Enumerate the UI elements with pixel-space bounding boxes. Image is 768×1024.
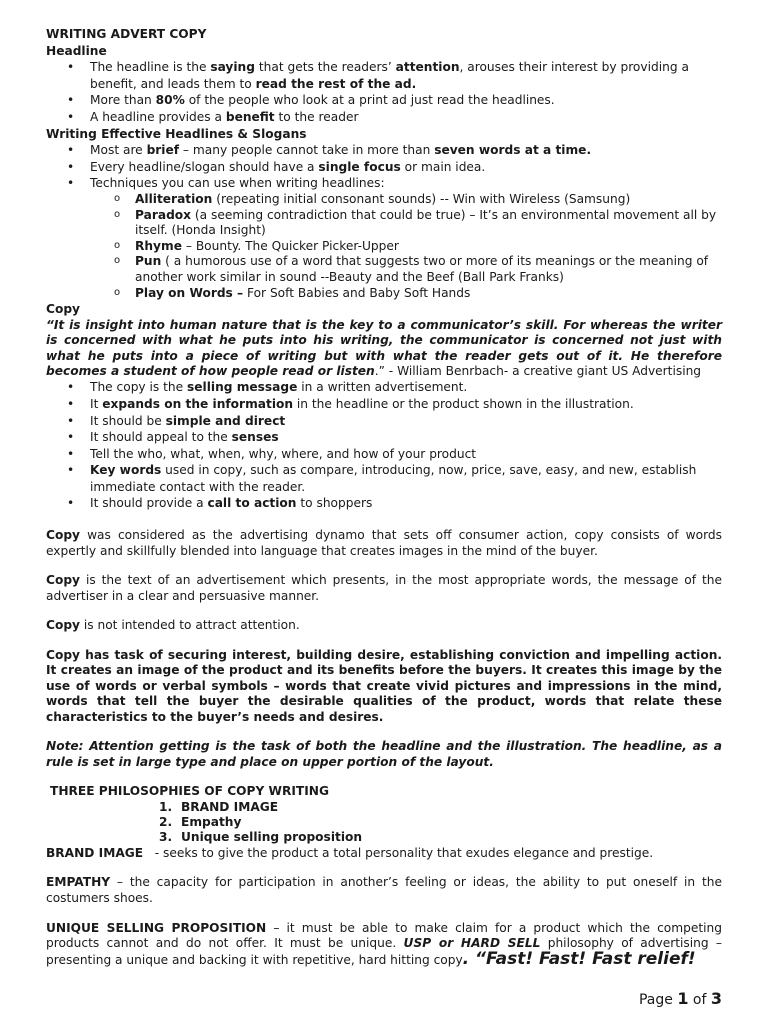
usp-definition: UNIQUE SELLING PROPOSITION – it must be able to make claim for a product which the competing products cannot and do not offer. It must be unique. USP or HARD SELL philosophy of advertising – presenting a unique and backing it with repetitive, hard hitting copy. “Fast! Fast! Fast relief! [46,920,722,969]
empathy-definition: EMPATHY – the capacity for participation in another’s feeling or ideas, the ability to put oneself in the costumers shoes. [46,875,722,906]
copy-bullet-5: • Tell the who, what, when, why, where, and how of your product [46,446,722,463]
headline-bullet-3: • A headline provides a benefit to the reader [46,109,722,126]
philosophies-title: THREE PHILOSOPHIES OF COPY WRITING [50,784,329,799]
headline-bullet-1: • The headline is the saying that gets the readers’ attention, arouses their interest by providing a benefit, and leads them to read the rest of the ad. [46,59,722,92]
technique-item: o Pun ( a humorous use of a word that suggests two or more of its meanings or the meaning of another work similar in sound --Beauty and the Beef (Ball Park Franks) [46,254,722,285]
copy-bullet-4: • It should appeal to the senses [46,429,722,446]
copy-heading: Copy [46,302,80,317]
page-number: Page 1 of 3 [638,989,722,1008]
philosophy-item: 1. BRAND IMAGE [159,799,279,814]
effective-bullet-2: • Every headline/slogan should have a single focus or main idea. [46,159,722,176]
doc-title: WRITING ADVERT COPY [46,27,207,41]
headline-bullet-2: • More than 80% of the people who look at a print ad just read the headlines. [46,92,722,109]
copy-bullet-2: • It expands on the information in the headline or the product shown in the illustration. [46,396,722,413]
copy-bullet-6: • Key words used in copy, such as compare, introducing, now, price, save, easy, and new, establish immediate contact with the reader. [46,462,722,495]
copy-bullet-7: • It should provide a call to action to shoppers [46,495,722,512]
technique-item: o Alliteration (repeating initial consonant sounds) -- Win with Wireless (Samsung) [46,192,722,208]
effective-bullet-3: • Techniques you can use when writing headlines: [46,175,722,192]
copy-bullet-3: • It should be simple and direct [46,413,722,430]
effective-bullet-1: • Most are brief – many people cannot take in more than seven words at a time. [46,142,722,159]
effective-heading: Writing Effective Headlines & Slogans [46,126,307,141]
philosophy-item: 3. Unique selling proposition [159,829,363,844]
note-paragraph: Note: Attention getting is the task of both the headline and the illustration. The headline, as a rule is set in large type and place on upper portion of the layout. [46,739,722,769]
paragraph-copy-text: Copy is the text of an advertisement which presents, in the most appropriate words, the message of the advertiser in a clear and persuasive manner. [46,573,722,603]
technique-item: o Rhyme – Bounty. The Quicker Picker-Upper [46,239,722,255]
headline-heading: Headline [46,43,107,58]
technique-item: o Paradox (a seeming contradiction that could be true) – It’s an environmental movement all by itself. (Honda Insight) [46,208,722,239]
technique-item: o Play on Words – For Soft Babies and Baby Soft Hands [46,286,722,302]
copy-bullet-1: • The copy is the selling message in a written advertisement. [46,379,722,396]
paragraph-copy-task: Copy has task of securing interest, building desire, establishing conviction and impelling action. It creates an image of the product and its benefits before the buyers. It creates this image by the use of words or verbal symbols – words that create vivid pictures and impressions in the mind, words that tell the buyer the desirable qualities of the product, words that relate these characteristics to the buyer’s needs and desires. [46,648,722,724]
philosophy-item: 2. Empathy [159,814,242,829]
bernbach-quote: “It is insight into human nature that is the key to a communicator’s skill. For whereas the writer is concerned with what he puts into his writing, the communicator is concerned not just with what he puts into a piece of writing but with what the reader gets out of it. He therefore becomes a student of how people read or listen.” - William Benrbach- a creative giant US Advertising [46,317,722,378]
paragraph-copy-attention: Copy is not intended to attract attention. [46,618,300,633]
paragraph-copy-dynamo: Copy was considered as the advertising dynamo that sets off consumer action, copy consists of words expertly and skillfully blended into language that creates images in the mind of the buyer. [46,528,722,558]
brand-image-definition: BRAND IMAGE - seeks to give the product a total personality that exudes elegance and prestige. [46,845,654,860]
